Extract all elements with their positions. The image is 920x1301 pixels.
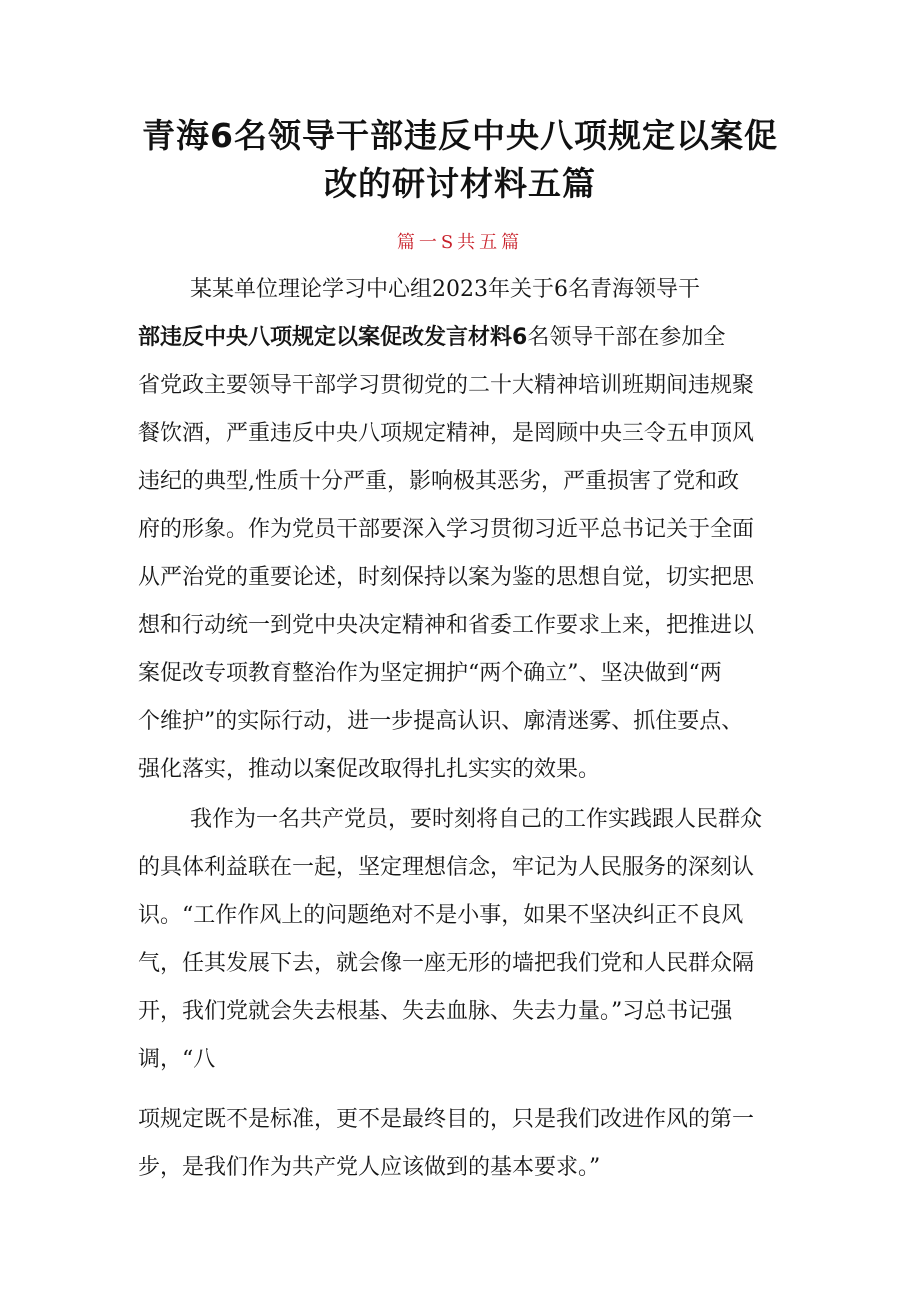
p3-line-1: 项规定既不是标准，更不是最终目的，只是我们改进作风的第一 [138, 1107, 755, 1132]
p1-line-1: 某某单位理论学习中心组2023年关于6名青海领导干 [190, 277, 700, 302]
p1-line-4: 餐饮酒，严重违反中央八项规定精神，是罔顾中央三令五申顶风 [138, 421, 755, 446]
p1-line-7: 从严治党的重要论述，时刻保持以案为鉴的思想自觉，切实把思 [138, 565, 755, 590]
document-title-line-2: 改的研讨材料五篇 [324, 164, 596, 203]
p2-line-3: 识。“工作作风上的问题绝对不是小事，如果不坚决纠正不良风 [138, 903, 744, 928]
p1-line-2 [138, 324, 798, 352]
p2-line-6: 调，“八 [138, 1047, 216, 1072]
document-title-line-1: 青海6名领导干部违反中央八项规定以案促 [142, 116, 778, 155]
p1-line-3: 省党政主要领导干部学习贯彻党的二十大精神培训班期间违规聚 [138, 373, 755, 398]
p3-line-2: 步，是我们作为共产党人应该做到的基本要求。” [138, 1155, 601, 1180]
p1-line-9: 案促改专项教育整治作为坚定拥护“两个确立”、坚决做到“两 [138, 661, 722, 686]
p2-line-2: 的具体利益联在一起，坚定理想信念，牢记为人民服务的深刻认 [138, 855, 755, 880]
p1-line-11: 强化落实，推动以案促改取得扎扎实实的效果。 [138, 757, 601, 782]
p1-line-2-bold: 部违反中央八项规定以案促改发言材料6 [138, 325, 528, 350]
p1-line-10: 个维护”的实际行动，进一步提高认识、廓清迷雾、抓住要点、 [138, 709, 744, 734]
p2-line-1: 我作为一名共产党员，要时刻将自己的工作实践跟人民群众 [190, 807, 763, 832]
p1-line-5: 违纪的典型,性质十分严重，影响极其恶劣，严重损害了党和政 [138, 469, 739, 494]
p1-line-8: 想和行动统一到党中央决定精神和省委工作要求上来，把推进以 [138, 613, 755, 638]
p2-line-4: 气，任其发展下去，就会像一座无形的墙把我们党和人民群众隔 [138, 951, 755, 976]
p1-line-6: 府的形象。作为党员干部要深入学习贯彻习近平总书记关于全面 [138, 517, 755, 542]
section-subtitle: 篇一S共五篇 [396, 232, 524, 253]
p2-line-5: 开，我们党就会失去根基、失去血脉、失去力量。”习总书记强 [138, 999, 733, 1024]
p1-line-2-rest: 名领导干部在参加全 [527, 325, 726, 350]
